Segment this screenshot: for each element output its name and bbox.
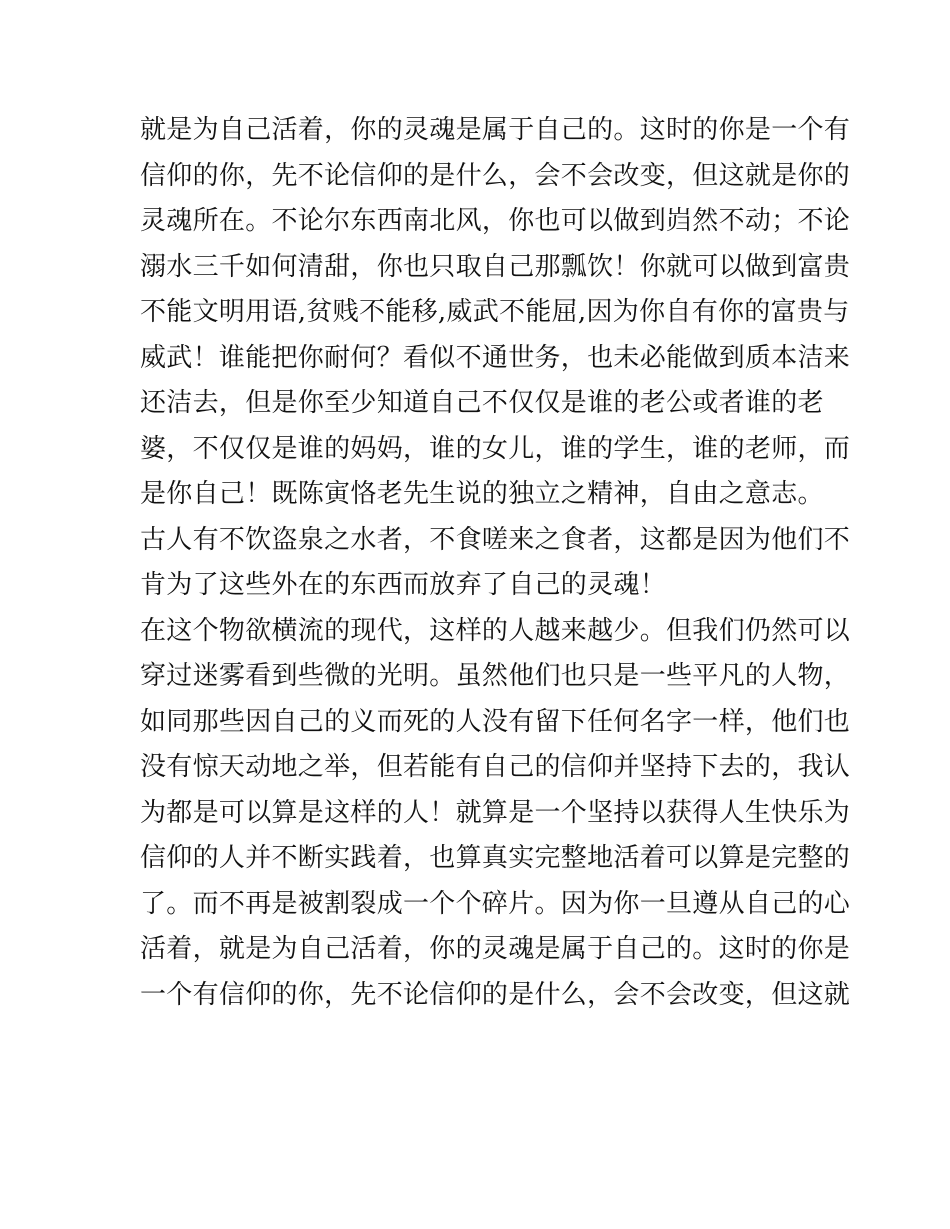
text-line: 为都是可以算是这样的人！就算是一个坚持以获得人生快乐为 <box>140 797 851 828</box>
text-line: 如同那些因自己的义而死的人没有留下任何名字一样，他们也 <box>140 706 851 737</box>
text-line: 不能文明用语,贫贱不能移,威武不能屈,因为你自有你的富贵与 <box>140 297 850 327</box>
text-line: 就是为自己活着，你的灵魂是属于自己的。这时的你是一个有 <box>140 115 851 145</box>
text-line: 信仰的人并不断实践着，也算真实完整地活着可以算是完整的 <box>140 843 851 873</box>
text-line: 活着，就是为自己活着，你的灵魂是属于自己的。这时的你是 <box>140 934 851 964</box>
text-line: 了。而不再是被割裂成一个个碎片。因为你一旦遵从自己的心 <box>140 888 851 919</box>
text-line: 信仰的你，先不论信仰的是什么，会不会改变，但这就是你的 <box>140 160 851 191</box>
text-line: 一个有信仰的你，先不论信仰的是什么，会不会改变，但这就 <box>140 979 851 1010</box>
text-line: 在这个物欲横流的现代，这样的人越来越少。但我们仍然可以 <box>140 615 851 646</box>
text-line: 溺水三千如何清甜，你也只取自己那瓢饮！你就可以做到富贵 <box>140 251 851 282</box>
text-line: 古人有不饮盗泉之水者，不食嗟来之食者，这都是因为他们不 <box>140 524 851 555</box>
body-text <box>140 108 851 1018</box>
text-line: 还洁去，但是你至少知道自己不仅仅是谁的老公或者谁的老 <box>140 388 824 418</box>
text-line: 穿过迷雾看到些微的光明。虽然他们也只是一些平凡的人物， <box>140 661 851 691</box>
text-line: 肯为了这些外在的东西而放弃了自己的灵魂！ <box>140 570 667 600</box>
text-line: 没有惊天动地之举，但若能有自己的信仰并坚持下去的，我认 <box>140 752 851 782</box>
text-line: 是你自己！既陈寅恪老先生说的独立之精神，自由之意志。 <box>140 479 824 509</box>
text-line: 婆，不仅仅是谁的妈妈，谁的女儿，谁的学生，谁的老师，而 <box>140 433 851 464</box>
text-line: 灵魂所在。不论尔东西南北风，你也可以做到岿然不动；不论 <box>140 206 851 236</box>
text-line: 威武！谁能把你耐何？看似不通世务，也未必能做到质本洁来 <box>140 342 851 373</box>
